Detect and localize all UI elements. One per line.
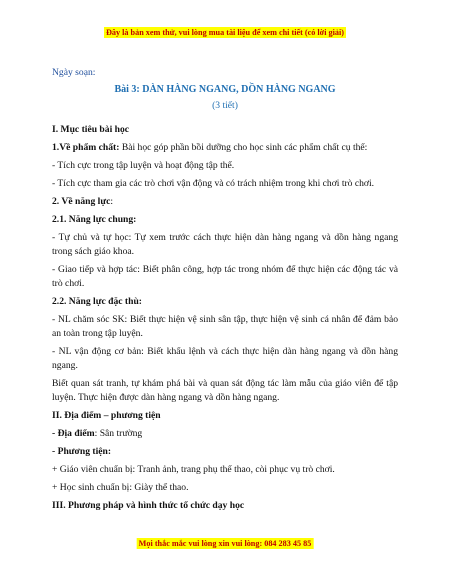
general-competence-item: - Tự chủ và tự học: Tự xem trước cách thực hiện dàn hàng ngang và dồn hàng ngang trong sách giáo khoa.: [52, 232, 398, 257]
quality-item: - Tích cực tham gia các trò chơi vận động và có trách nhiệm trong khi chơi trò chơi.: [52, 178, 375, 189]
section-venue-heading: II. Địa điểm – phương tiện: [52, 410, 161, 421]
teacher-prep: + Giáo viên chuẩn bị: Tranh ảnh, trang phụ thể thao, còi phục vụ trò chơi.: [52, 464, 335, 475]
contact-banner: Mọi thắc mắc vui lòng xin vui lòng: 084 283 45 85: [138, 539, 312, 548]
general-competence-item: - Giao tiếp và hợp tác: Biết phân công, hợp tác trong nhóm để thực hiện các động tác và trò chơi.: [52, 264, 398, 289]
document-body: [52, 66, 398, 517]
student-prep: + Học sinh chuẩn bị: Giày thể thao.: [52, 482, 189, 493]
competence-heading: 2. Về năng lực:: [52, 196, 114, 207]
equipment-heading: - Phương tiện:: [52, 446, 112, 457]
section-objectives-heading: I. Mục tiêu bài học: [52, 124, 130, 135]
general-competence-heading: 2.1. Năng lực chung:: [52, 214, 137, 225]
lesson-title: Bài 3: DÀN HÀNG NGANG, DỒN HÀNG NGANG: [114, 84, 336, 95]
quality-text: Bài học góp phần bồi dưỡng cho học sinh các phẩm chất cụ thể:: [119, 142, 368, 153]
quality-item: - Tích cực trong tập luyện và hoạt động tập thể.: [52, 160, 235, 171]
lesson-duration: (3 tiết): [212, 100, 238, 111]
specific-competence-item: - NL vận động cơ bản: Biết khẩu lệnh và cách thực hiện dàn hàng ngang và dồn hàng ngang.: [52, 346, 398, 371]
specific-competence-heading: 2.2. Năng lực đặc thù:: [52, 296, 142, 307]
date-label: Ngày soạn:: [52, 67, 96, 78]
venue-value: : Sân trường: [94, 428, 143, 439]
preview-banner: Đây là bản xem thử, vui lòng mua tài liệu để xem chi tiết (có lời giải): [105, 28, 345, 37]
venue-label: - Địa điểm: [52, 428, 95, 439]
venue-line: [52, 427, 398, 441]
quality-heading: 1.Về phẩm chất:: [52, 142, 120, 153]
specific-competence-item: Biết quan sát tranh, tự khám phá bài và quan sát động tác làm mẫu của giáo viên để tập luyện. Thực hiện được dàn hàng ngang và dồn hàng ngang.: [52, 378, 398, 403]
specific-competence-item: - NL chăm sóc SK: Biết thực hiện vệ sinh sân tập, thực hiện vệ sinh cá nhân để đảm bảo an toàn trong tập luyện.: [52, 314, 398, 339]
quality-paragraph: [52, 141, 398, 155]
section-methods-heading: III. Phương pháp và hình thức tổ chức dạy học: [52, 500, 245, 511]
